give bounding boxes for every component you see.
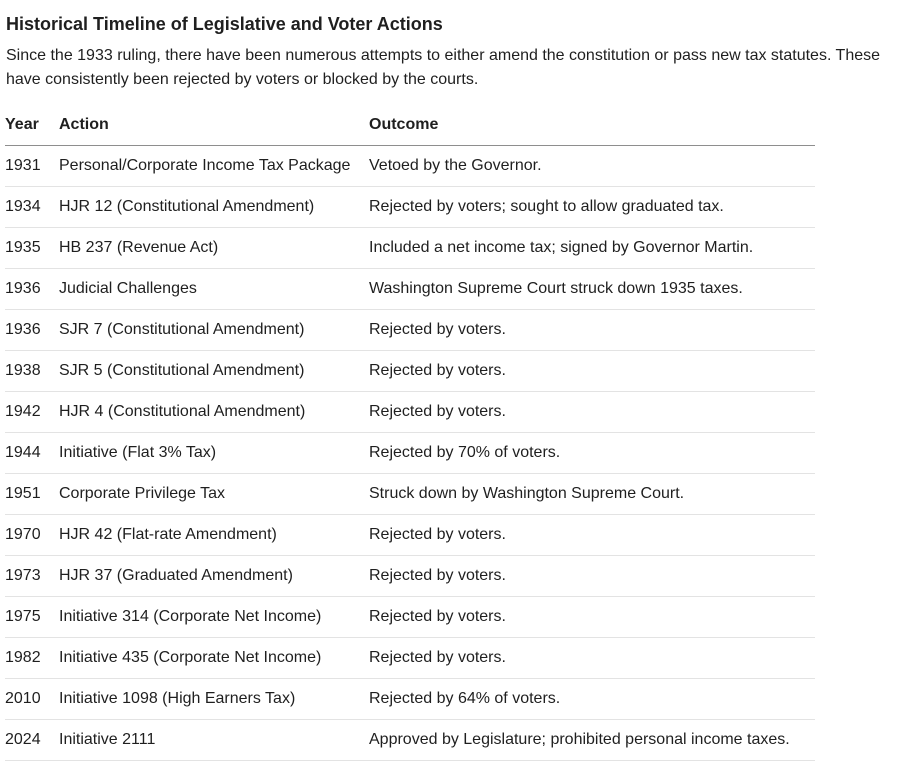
table-row xyxy=(5,228,815,269)
action-cell: SJR 7 (Constitutional Amendment) xyxy=(59,310,369,351)
year-cell: 1935 xyxy=(5,228,59,269)
table-row xyxy=(5,187,815,228)
table-row xyxy=(5,597,815,638)
table-row xyxy=(5,638,815,679)
year-cell: 1931 xyxy=(5,146,59,187)
outcome-cell: Washington Supreme Court struck down 1935 taxes. xyxy=(369,269,815,310)
action-cell: SJR 5 (Constitutional Amendment) xyxy=(59,351,369,392)
action-cell: Judicial Challenges xyxy=(59,269,369,310)
action-cell: HJR 4 (Constitutional Amendment) xyxy=(59,392,369,433)
year-cell: 2024 xyxy=(5,720,59,761)
column-header-year: Year xyxy=(5,104,59,146)
year-cell: 1975 xyxy=(5,597,59,638)
action-cell: HJR 12 (Constitutional Amendment) xyxy=(59,187,369,228)
outcome-cell: Rejected by 70% of voters. xyxy=(369,433,815,474)
table-row xyxy=(5,433,815,474)
action-cell: Initiative 2111 xyxy=(59,720,369,761)
table-row xyxy=(5,515,815,556)
year-cell: 1982 xyxy=(5,638,59,679)
year-cell: 1938 xyxy=(5,351,59,392)
year-cell: 1942 xyxy=(5,392,59,433)
outcome-cell: Rejected by voters; sought to allow graduated tax. xyxy=(369,187,815,228)
action-cell: Corporate Privilege Tax xyxy=(59,474,369,515)
year-cell: 2010 xyxy=(5,679,59,720)
action-cell: HJR 42 (Flat-rate Amendment) xyxy=(59,515,369,556)
table-row xyxy=(5,269,815,310)
table-header-row xyxy=(5,104,815,146)
year-cell: 1944 xyxy=(5,433,59,474)
table-row xyxy=(5,720,815,761)
action-cell: Initiative (Flat 3% Tax) xyxy=(59,433,369,474)
year-cell: 1951 xyxy=(5,474,59,515)
table-row xyxy=(5,310,815,351)
year-cell: 1936 xyxy=(5,310,59,351)
table-row xyxy=(5,679,815,720)
table-row xyxy=(5,351,815,392)
table-row xyxy=(5,146,815,187)
outcome-cell: Rejected by voters. xyxy=(369,392,815,433)
year-cell: 1936 xyxy=(5,269,59,310)
action-cell: Initiative 435 (Corporate Net Income) xyxy=(59,638,369,679)
year-cell: 1934 xyxy=(5,187,59,228)
action-cell: Initiative 1098 (High Earners Tax) xyxy=(59,679,369,720)
action-cell: Initiative 314 (Corporate Net Income) xyxy=(59,597,369,638)
action-cell: HB 237 (Revenue Act) xyxy=(59,228,369,269)
intro-paragraph: Since the 1933 ruling, there have been numerous attempts to either amend the constitution or pass new tax statutes. These have consistently been rejected by voters or blocked by the courts. xyxy=(6,47,881,88)
year-cell: 1970 xyxy=(5,515,59,556)
action-cell: Personal/Corporate Income Tax Package xyxy=(59,146,369,187)
outcome-cell: Rejected by voters. xyxy=(369,515,815,556)
year-cell: 1973 xyxy=(5,556,59,597)
outcome-cell: Rejected by voters. xyxy=(369,310,815,351)
outcome-cell: Rejected by voters. xyxy=(369,556,815,597)
table-row xyxy=(5,556,815,597)
table-row xyxy=(5,392,815,433)
column-header-outcome: Outcome xyxy=(369,104,815,146)
timeline-table xyxy=(5,104,815,761)
section-heading: Historical Timeline of Legislative and Voter Actions xyxy=(6,14,443,34)
outcome-cell: Rejected by voters. xyxy=(369,597,815,638)
outcome-cell: Vetoed by the Governor. xyxy=(369,146,815,187)
outcome-cell: Struck down by Washington Supreme Court. xyxy=(369,474,815,515)
outcome-cell: Rejected by voters. xyxy=(369,638,815,679)
outcome-cell: Rejected by voters. xyxy=(369,351,815,392)
action-cell: HJR 37 (Graduated Amendment) xyxy=(59,556,369,597)
outcome-cell: Included a net income tax; signed by Governor Martin. xyxy=(369,228,815,269)
outcome-cell: Approved by Legislature; prohibited personal income taxes. xyxy=(369,720,815,761)
column-header-action: Action xyxy=(59,104,369,146)
table-row xyxy=(5,474,815,515)
outcome-cell: Rejected by 64% of voters. xyxy=(369,679,815,720)
